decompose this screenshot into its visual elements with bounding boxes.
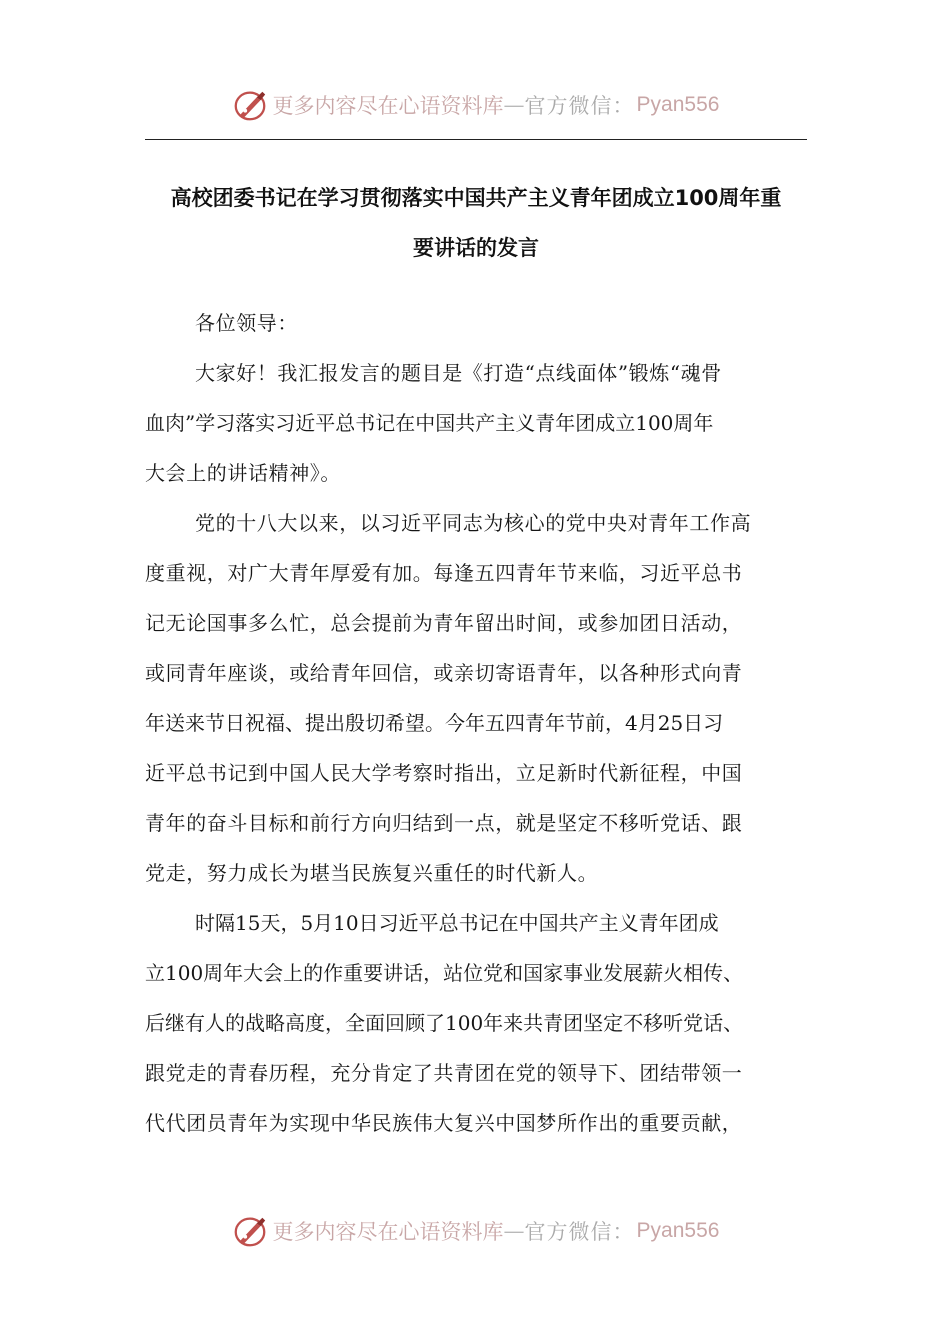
body-line: 年送来节日祝福、提出殷切希望。今年五四青年节前，4月25日习 xyxy=(145,711,724,735)
banner-separator: — xyxy=(503,93,525,117)
body-line: 大家好！我汇报发言的题目是《打造“点线面体”锻炼“魂骨 xyxy=(195,361,722,385)
body-line: 血肉”学习落实习近平总书记在中国共产主义青年团成立100周年 xyxy=(145,411,714,435)
body-line: 党走，努力成长为堪当民族复兴重任的时代新人。 xyxy=(145,861,599,885)
body-line: 跟党走的青春历程，充分肯定了共青团在党的领导下、团结带领一 xyxy=(145,1061,743,1085)
banner-contact-label: 官方微信： xyxy=(524,1220,635,1244)
body-line: 青年的奋斗目标和前行方向归结到一点，就是坚定不移听党话、跟 xyxy=(145,811,743,835)
pen-nib-icon xyxy=(231,1212,269,1250)
banner-separator: — xyxy=(503,1219,525,1243)
document-body xyxy=(145,298,807,1148)
body-line: 大会上的讲话精神》。 xyxy=(145,461,341,485)
body-line: 立100周年大会上的作重要讲话，站位党和国家事业发展薪火相传、 xyxy=(145,961,744,985)
body-line: 后继有人的战略高度，全面回顾了100年来共青团坚定不移听党话、 xyxy=(145,1011,744,1035)
title-line: 高校团委书记在学习贯彻落实中国共产主义青年团成立100周年重 xyxy=(170,186,782,210)
body-line: 或同青年座谈，或给青年回信，或亲切寄语青年，以各种形式向青 xyxy=(145,661,743,685)
header-divider xyxy=(145,139,807,140)
header-watermark-banner xyxy=(0,80,950,130)
banner-contact-id: Pyan556 xyxy=(636,1219,720,1242)
pen-nib-icon xyxy=(231,86,269,124)
title-line: 要讲话的发言 xyxy=(413,236,539,260)
body-line: 记无论国事多么忙，总会提前为青年留出时间，或参加团日活动， xyxy=(145,611,743,635)
body-line: 代代团员青年为实现中华民族伟大复兴中国梦所作出的重要贡献， xyxy=(145,1111,743,1135)
footer-watermark-banner xyxy=(0,1206,950,1256)
banner-main-text: 更多内容尽在心语资料库 xyxy=(272,1220,504,1244)
body-line: 时隔15天，5月10日习近平总书记在中国共产主义青年团成 xyxy=(195,911,719,935)
body-line: 近平总书记到中国人民大学考察时指出，立足新时代新征程，中国 xyxy=(145,761,743,785)
banner-contact-label: 官方微信： xyxy=(524,94,635,118)
document-title xyxy=(145,173,807,273)
banner-contact-id: Pyan556 xyxy=(636,93,720,116)
banner-main-text: 更多内容尽在心语资料库 xyxy=(272,94,504,118)
body-line: 度重视，对广大青年厚爱有加。每逢五四青年节来临，习近平总书 xyxy=(145,561,743,585)
body-line: 党的十八大以来，以习近平同志为核心的党中央对青年工作高 xyxy=(195,511,752,535)
salutation: 各位领导： xyxy=(195,311,298,335)
